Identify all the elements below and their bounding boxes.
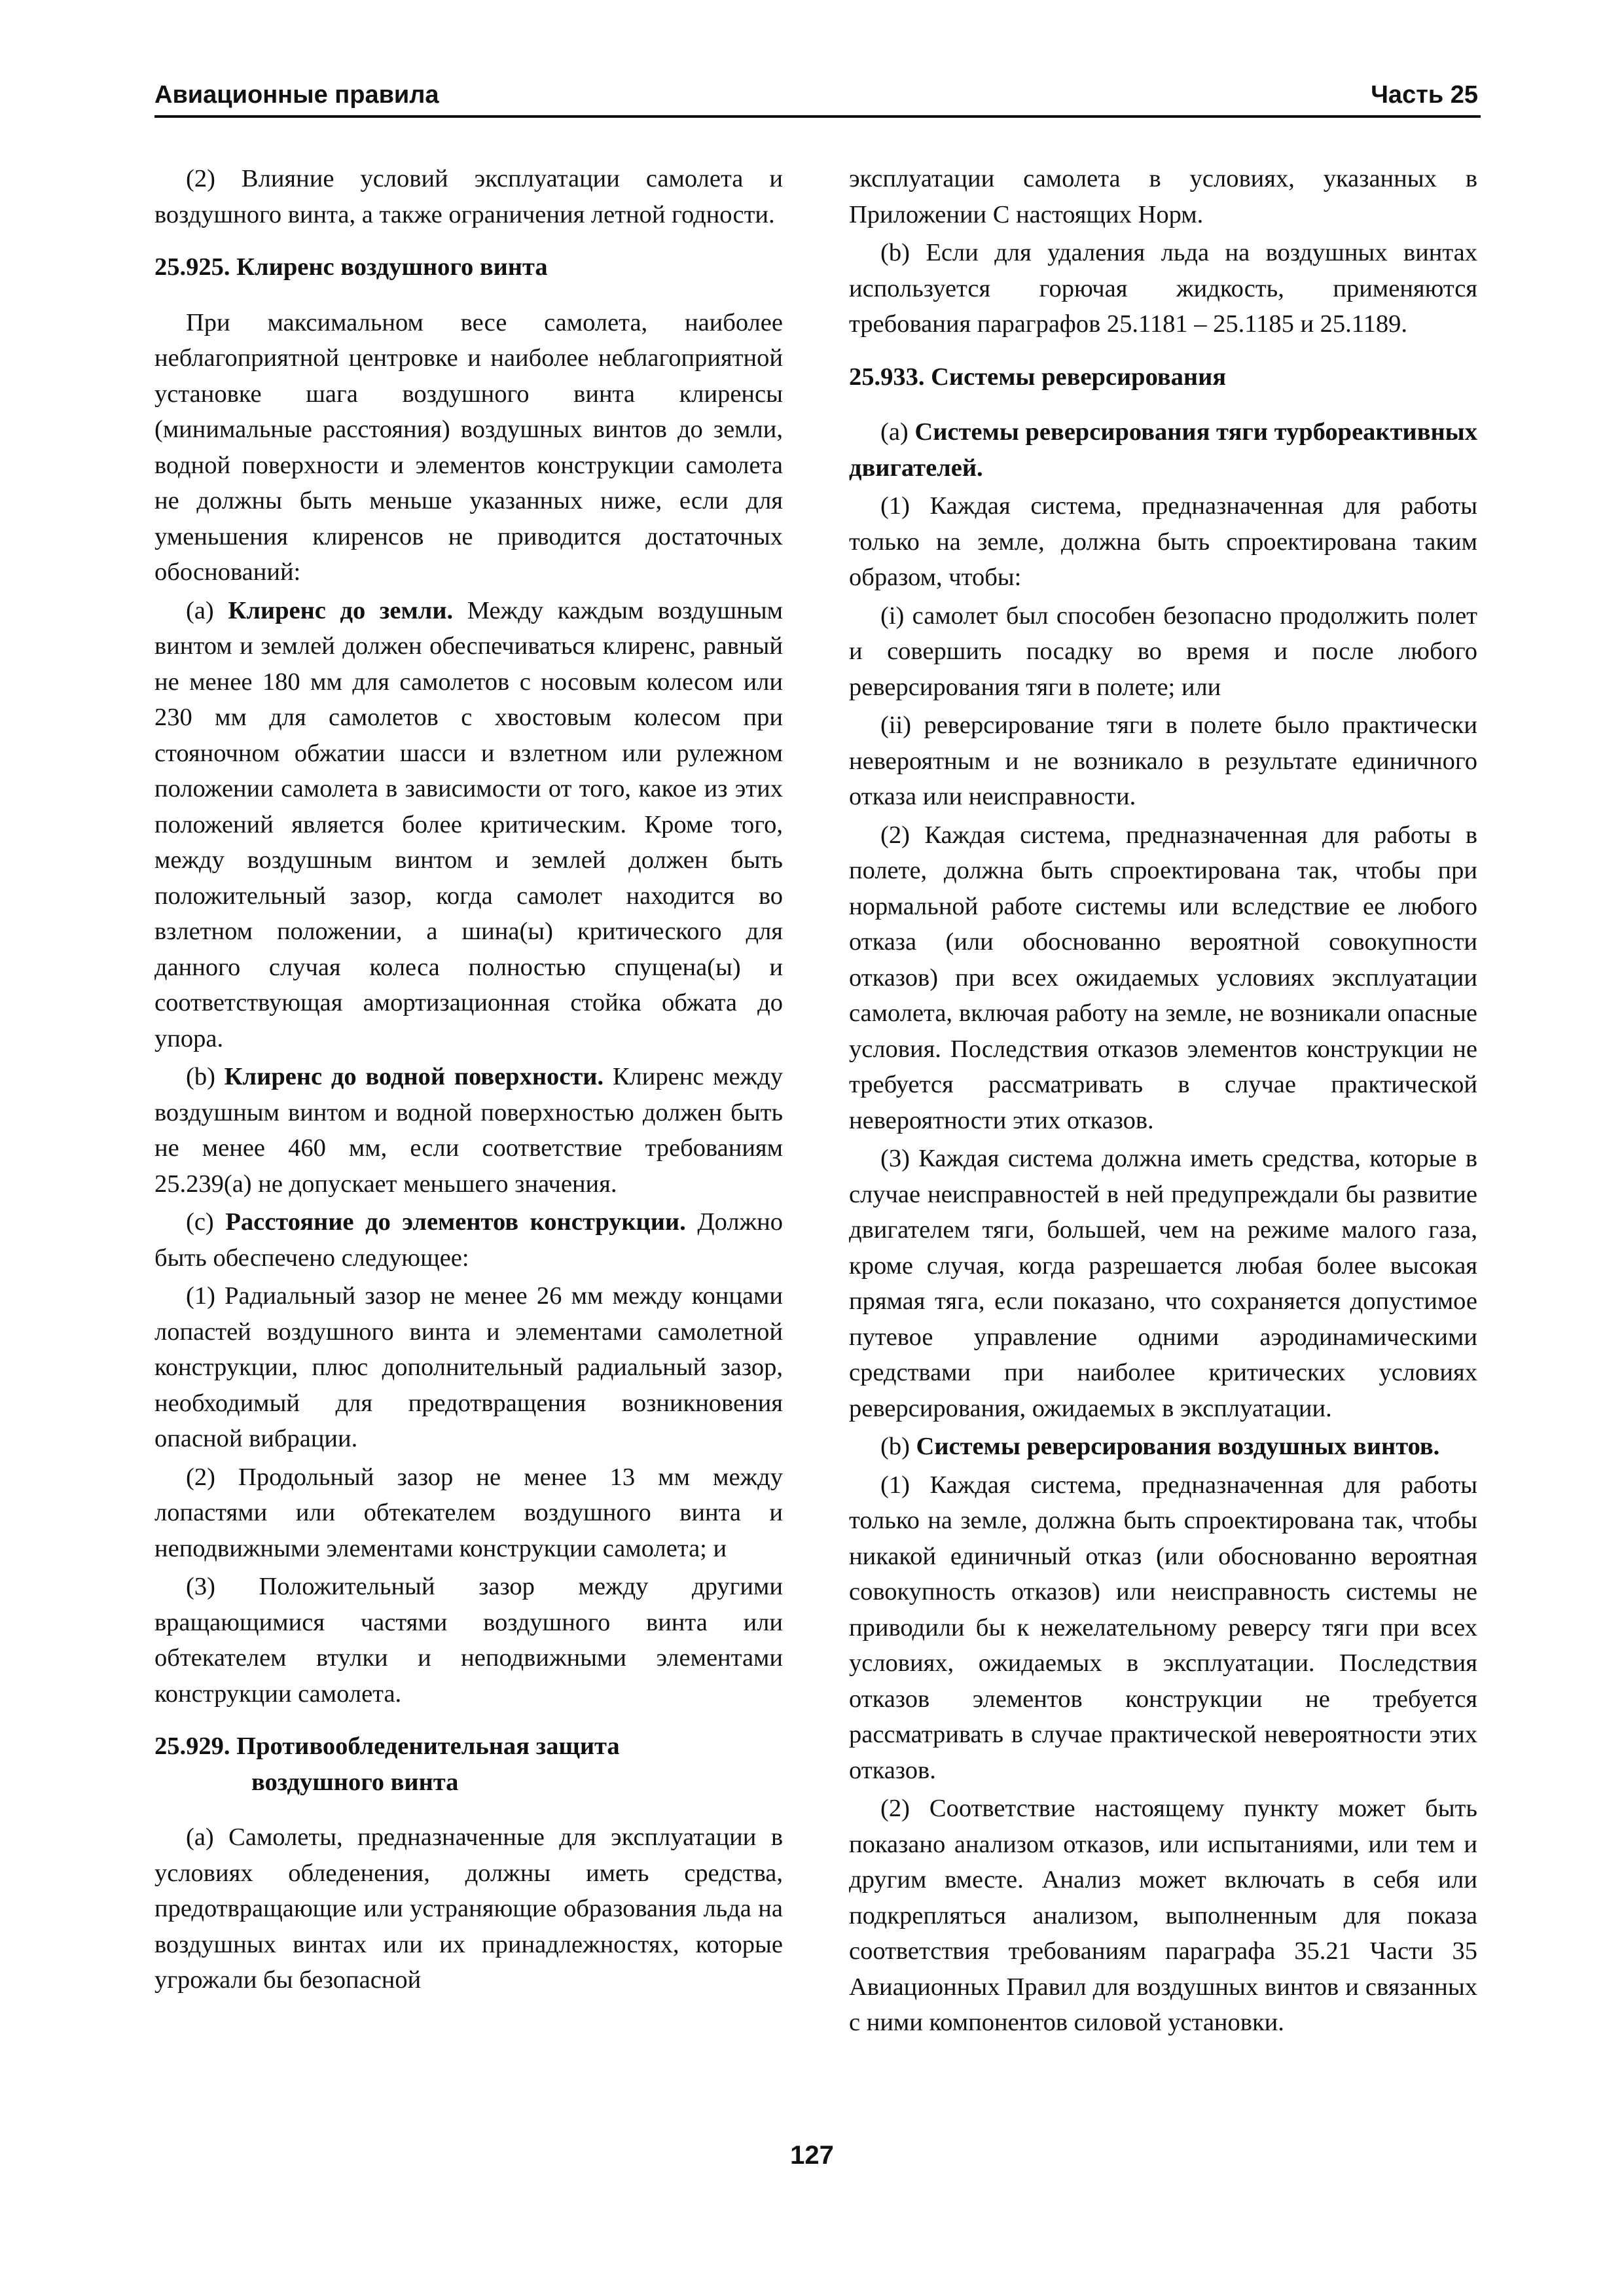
paragraph-25-929-a-continued: эксплуатации самолета в условиях, указанных в Приложении С настоящих Норм. — [849, 165, 1477, 228]
paragraph-25-925-c3: (3) Положительный зазор между другими вращающимися частями воздушного винта или обтекателем втулки и неподвижными элементами конструкции самолета. — [154, 1573, 783, 1708]
header-part: Часть 25 — [1371, 81, 1478, 109]
heading-line-1: 25.929. Противообледенительная защита — [154, 1732, 620, 1760]
paragraph-25-925-a — [154, 593, 783, 1057]
running-header — [154, 77, 1481, 118]
item-label: (b) — [186, 1063, 225, 1090]
left-column — [154, 161, 783, 2001]
item-label: (b) — [880, 1433, 916, 1460]
paragraph-25-925-b — [154, 1059, 783, 1202]
paragraph-25-925-c — [154, 1204, 783, 1276]
paragraph-25-925-c2: (2) Продольный зазор не менее 13 мм между лопастями или обтекателем воздушного винта и неподвижными элементами конструкции самолета; и — [154, 1463, 783, 1562]
item-heading: Системы реверсирования воздушных винтов. — [916, 1433, 1440, 1460]
paragraph-25-933-b — [849, 1429, 1477, 1465]
section-25-929-heading — [154, 1729, 783, 1800]
item-label: (a) — [186, 596, 228, 624]
right-column — [849, 161, 1477, 2043]
paragraph-25-933-a2: (2) Каждая система, предназначенная для работы в полете, должна быть спроектирована так, чтобы при нормальной работе системы или вследствие ее любого отказа (или обоснованно вероятной совокупности отказов) при всех ожидаемых условиях эксплуатации самолета, включая работу на земле, не возникали опасные условия. Последствия отказов элементов конструкции не требуется рассматривать в случае практической невероятности этих отказов. — [849, 821, 1477, 1134]
paragraph-intro-2: (2) Влияние условий эксплуатации самолета и воздушного винта, а также ограничения летной годности. — [154, 165, 783, 228]
page-number: 127 — [790, 2141, 834, 2170]
item-text: Клиренс между воздушным винтом и водной поверхностью должен быть не менее 460 мм, если соответствие требованиям 25.239(a) не допускает меньшего значения. — [154, 1063, 783, 1198]
header-title: Авиационные правила — [154, 81, 439, 109]
paragraph-25-929-b: (b) Если для удаления льда на воздушных винтах используется горючая жидкость, применяются требования параграфов 25.1181 – 25.1185 и 25.1189. — [849, 239, 1477, 338]
paragraph-25-933-a — [849, 414, 1477, 486]
item-label: (a) — [880, 418, 915, 446]
item-text: Между каждым воздушным винтом и землей должен обеспечиваться клиренс, равный не менее 180 мм для самолетов с носовым колесом или 230 мм для самолетов с хвостовым колесом при стояночном обжатии шасси и взлетном или рулежном положении самолета в зависимости от того, какое из этих положений является более критическим. Кроме того, между воздушным винтом и землей должен быть положительный зазор, когда самолет находится во взлетном положении, а шина(ы) критического для данного случая колеса полностью спущена(ы) и соответствующая амортизационная стойка обжата до упора. — [154, 596, 783, 1052]
paragraph-25-933-b1: (1) Каждая система, предназначенная для работы только на земле, должна быть спроектирована так, чтобы никакой единичный отказ (или обоснованно вероятная совокупность отказов) или неисправность системы не приводили бы к нежелательному реверсу тяги при всех условиях, ожидаемых в эксплуатации. Последствия отказов элементов конструкции не требуется рассматривать в случае практической невероятности этих отказов. — [849, 1471, 1477, 1784]
item-heading: Клиренс до водной поверхности. — [224, 1063, 604, 1090]
paragraph-25-925-c1: (1) Радиальный зазор не менее 26 мм между концами лопастей воздушного винта и элементами самолетной конструкции, плюс дополнительный радиальный зазор, необходимый для предотвращения возникновения опасной вибрации. — [154, 1282, 783, 1452]
paragraph-25-933-a1-ii: (ii) реверсирование тяги в полете было практически невероятным и не возникало в результате единичного отказа или неисправности. — [849, 711, 1477, 810]
section-25-925-heading: 25.925. Клиренс воздушного винта — [154, 253, 548, 281]
item-heading: Системы реверсирования тяги турбореактивных двигателей. — [849, 418, 1477, 482]
paragraph-25-933-a3: (3) Каждая система должна иметь средства, которые в случае неисправностей в ней предупреждали бы развитие двигателем тяги, большей, чем на режиме малого газа, кроме случая, когда разрешается любая более высокая прямая тяга, если показано, что сохраняется допустимое путевое управление одними аэродинамическими средствами при наиболее критических условиях реверсирования, ожидаемых в эксплуатации. — [849, 1145, 1477, 1422]
paragraph-25-933-a1-i: (i) самолет был способен безопасно продолжить полет и совершить посадку во время и после любого реверсирования тяги в полете; или — [849, 601, 1477, 701]
paragraph-25-925-intro: При максимальном весе самолета, наиболее неблагоприятной центровке и наиболее неблагоприятной установке шага воздушного винта клиренсы (минимальные расстояния) воздушных винтов до земли, водной поверхности и элементов конструкции самолета не должны быть меньше указанных ниже, если для уменьшения клиренсов не приводится достаточных обоснований: — [154, 308, 783, 586]
item-heading: Клиренс до земли. — [228, 596, 454, 624]
item-heading: Расстояние до элементов конструкции. — [225, 1208, 686, 1236]
section-25-933-heading: 25.933. Системы реверсирования — [849, 363, 1227, 391]
paragraph-25-933-a1: (1) Каждая система, предназначенная для работы только на земле, должна быть спроектирована таким образом, чтобы: — [849, 492, 1477, 591]
paragraph-25-929-a: (a) Самолеты, предназначенные для эксплуатации в условиях обледенения, должны иметь средства, предотвращающие или устраняющие образования льда на воздушных винтах или их принадлежностях, которые угрожали бы безопасной — [154, 1823, 783, 1994]
heading-line-2: воздушного винта — [251, 1768, 459, 1796]
item-label: (c) — [186, 1208, 226, 1236]
paragraph-25-933-b2: (2) Соответствие настоящему пункту может быть показано анализом отказов, или испытаниями, или тем и другим вместе. Анализ может включать в себя или подкрепляться анализом, выполненным для показа соответствия требованиям параграфа 35.21 Части 35 Авиационных Правил для воздушных винтов и связанных с ними компонентов силовой установки. — [849, 1795, 1477, 2036]
item-text: Должно быть обеспечено следующее: — [154, 1208, 784, 1272]
